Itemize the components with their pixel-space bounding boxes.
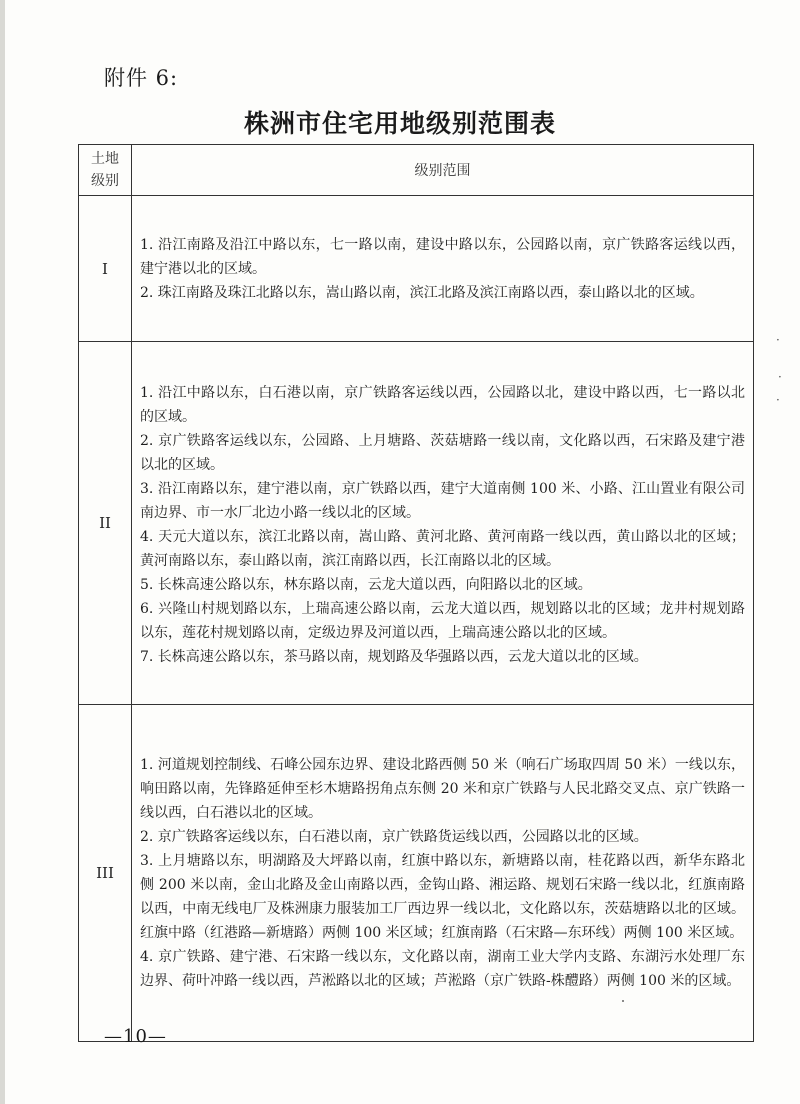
table-row-grade-3: [79, 705, 754, 1042]
range-item: 1. 河道规划控制线、石峰公园东边界、建设北路西侧 50 米（响石广场取四周 50 米）一线以东，响田路以南，先锋路延伸至杉木塘路拐角点东侧 20 米和京广铁路与人民北路交叉点、京广铁路一线以西，白石港以北的区域。: [140, 757, 745, 821]
range-item: 3. 沿江南路以东，建宁港以南，京广铁路以西，建宁大道南侧 100 米、小路、江山置业有限公司南边界、市一水厂北边小路一线以北的区域。: [140, 481, 745, 521]
range-item: 4. 京广铁路、建宁港、石宋路一线以东，文化路以南，湖南工业大学内支路、东湖污水处理厂东边界、荷叶冲路一线以西，芦淞路以北的区域；芦淞路（京广铁路-株醴路）两侧 100 米的区域。: [140, 949, 745, 989]
page-number: —10—: [104, 1026, 167, 1047]
margin-mark: ·: [778, 370, 782, 384]
range-item: 1. 沿江南路及沿江中路以东，七一路以南，建设中路以东，公园路以南，京广铁路客运线以西，建宁港以北的区域。: [140, 236, 745, 277]
land-grade-table: [78, 144, 754, 1042]
header-range: 级别范围: [132, 145, 754, 196]
range-cell: [132, 705, 754, 1042]
range-item: 2. 京广铁路客运线以东，白石港以南，京广铁路货运线以西，公园路以北的区域。: [140, 829, 648, 845]
table-header-row: [79, 145, 754, 196]
range-item: 2. 京广铁路客运线以东，公园路、上月塘路、茨菇塘路一线以南，文化路以西，石宋路及建宁港以北的区域。: [140, 433, 745, 473]
header-grade: [79, 145, 132, 196]
grade-cell: I: [79, 196, 132, 342]
scan-speck: [622, 1000, 624, 1002]
range-item: 6. 兴隆山村规划路以东，上瑞高速公路以南，云龙大道以西，规划路以北的区域；龙井村规划路以东，莲花村规划路以南，定级边界及河道以西，上瑞高速公路以北的区域。: [140, 601, 745, 641]
grade-cell: II: [79, 342, 132, 705]
range-item: 5. 长株高速公路以东，林东路以南，云龙大道以西，向阳路以北的区域。: [140, 577, 592, 593]
header-grade-line2: 级别: [91, 173, 119, 189]
range-cell: [132, 196, 754, 342]
table-row-grade-1: [79, 196, 754, 342]
range-item: 1. 沿江中路以东，白石港以南，京广铁路客运线以西，公园路以北，建设中路以西，七一路以北的区域。: [140, 385, 745, 425]
margin-mark: ·: [776, 393, 780, 407]
scan-left-edge: [0, 0, 5, 1104]
page-title: 株洲市住宅用地级别范围表: [243, 109, 556, 138]
range-item: 3. 上月塘路以东，明湖路及大坪路以南，红旗中路以东，新塘路以南，桂花路以西，新华东路北侧 200 米以南，金山北路及金山南路以西，金钩山路、湘运路、规划石宋路一线以北，红旗南路以西，中南无线电厂及株洲康力服装加工厂西边界一线以北，文化路以东，茨菇塘路以北的区域。红旗中路（红港路—新塘路）两侧 100 米区域；红旗南路（石宋路—东环线）两侧 100 米区域。: [140, 853, 745, 941]
range-item: 7. 长株高速公路以东，茶马路以南，规划路及华强路以西，云龙大道以北的区域。: [140, 649, 648, 665]
attachment-label: 附件 6:: [104, 66, 179, 90]
range-item: 2. 珠江南路及珠江北路以东，嵩山路以南，滨江北路及滨江南路以西，泰山路以北的区域。: [140, 284, 704, 301]
table-row-grade-2: [79, 342, 754, 705]
grade-cell: III: [79, 705, 132, 1042]
range-item: 4. 天元大道以东，滨江北路以南，嵩山路、黄河北路、黄河南路一线以西，黄山路以北的区域；黄河南路以东，泰山路以南，滨江南路以西，长江南路以北的区域。: [140, 529, 745, 569]
margin-mark: ·: [776, 333, 780, 347]
range-cell: [132, 342, 754, 705]
header-grade-line1: 土地: [91, 151, 119, 167]
